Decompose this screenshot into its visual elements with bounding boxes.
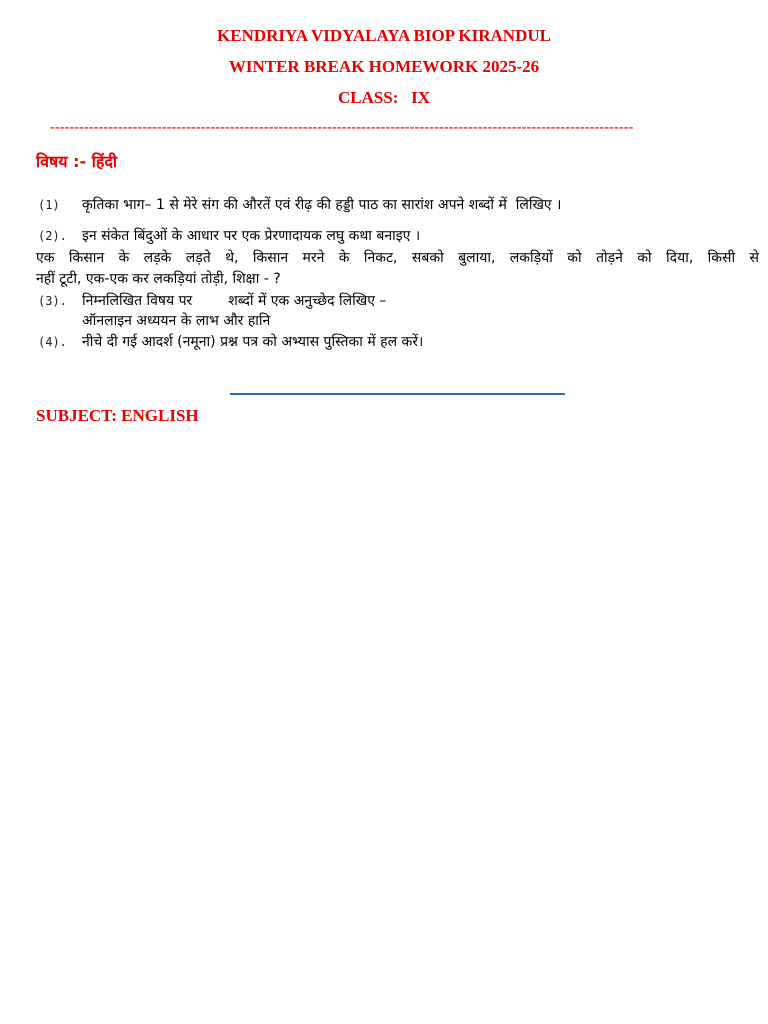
english-subject-heading: SUBJECT: ENGLISH <box>36 406 199 425</box>
item-number: (4). <box>38 335 67 349</box>
dashed-divider: ------------------------------------------------------------------------------------------------------------------------ <box>50 120 634 135</box>
hindi-subject-heading: विषय :- हिंदी <box>36 152 118 171</box>
item-text: कृतिका भाग– 1 से मेरे संग की औरतें एवं रीढ़ की हड्डी पाठ का सारांश अपने शब्दों में लिखिए । <box>82 197 562 213</box>
item-text: इन संकेत बिंदुओं के आधार पर एक प्रेरणादायक लघु कथा बनाइए । <box>82 228 421 244</box>
item-text-part-1: निम्नलिखित विषय पर <box>82 293 193 309</box>
school-name: KENDRIYA VIDYALAYA BIOP KIRANDUL <box>217 26 551 45</box>
class-line: CLASS: IX <box>337 88 431 107</box>
paragraph-topic: ऑनलाइन अध्ययन के लाभ और हानि <box>82 313 271 329</box>
hindi-item-4 <box>38 332 423 352</box>
item-number: (1) <box>38 198 60 212</box>
item-number: (2). <box>38 229 67 243</box>
section-divider <box>230 393 565 395</box>
hindi-item-3 <box>38 291 386 311</box>
hindi-item-1 <box>38 195 561 215</box>
item-number: (3). <box>38 294 67 308</box>
item-text-part-2: शब्दों में एक अनुच्छेद लिखिए – <box>228 293 387 309</box>
homework-title: WINTER BREAK HOMEWORK 2025-26 <box>228 57 540 76</box>
hindi-item-2 <box>38 226 420 246</box>
item-text: नीचे दी गई आदर्श (नमूना) प्रश्न पत्र को अभ्यास पुस्तिका में हल करें। <box>82 334 424 350</box>
story-hints-line-1: एक किसान के लड़के लड़ते थे, किसान मरने के निकट, सबको बुलाया, लकड़ियों को तोड़ने को दिया, किसी से <box>36 250 759 266</box>
story-hints-line-2: नहीं टूटी, एक-एक कर लकड़ियां तोड़ी, शिक्षा - ? <box>36 271 281 287</box>
